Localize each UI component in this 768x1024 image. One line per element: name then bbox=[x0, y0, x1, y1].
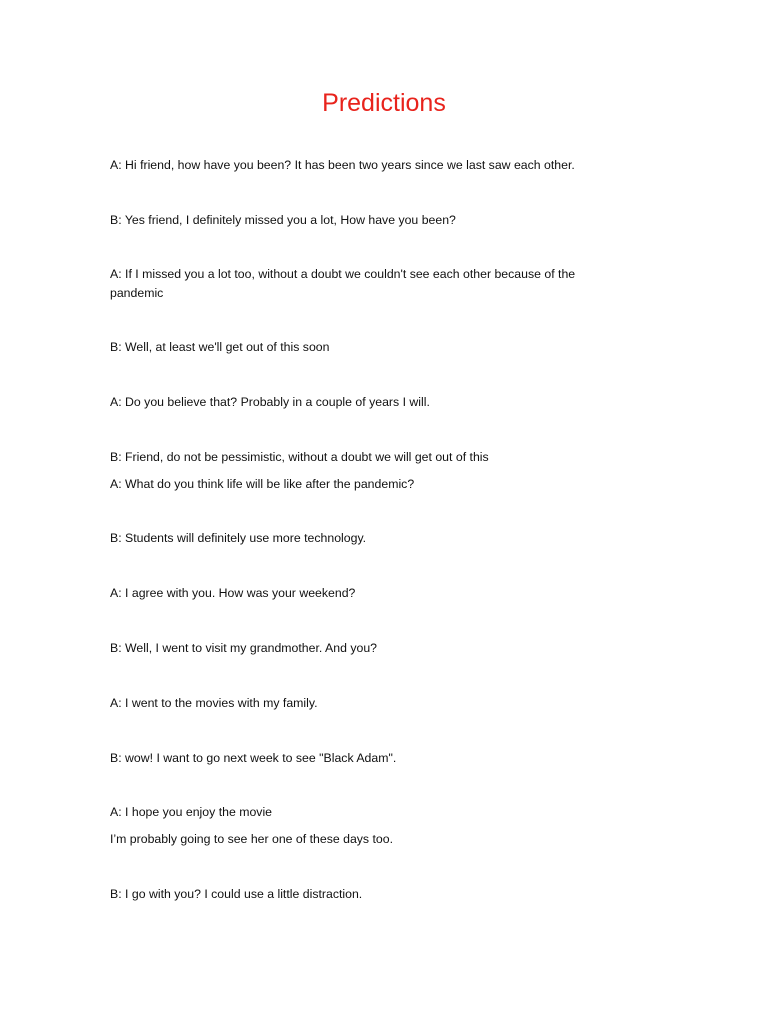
dialogue-line: I’m probably going to see her one of these days too. bbox=[110, 832, 394, 846]
dialogue-line: A: Do you believe that? Probably in a couple of years I will. bbox=[110, 395, 430, 409]
dialogue-line: A: I agree with you. How was your weekend? bbox=[110, 586, 356, 600]
dialogue-line: B: wow! I want to go next week to see "Black Adam". bbox=[110, 751, 397, 765]
dialogue-line: B: Yes friend, I definitely missed you a lot, How have you been? bbox=[110, 213, 456, 227]
dialogue-line: A: Hi friend, how have you been? It has been two years since we last saw each other. bbox=[110, 158, 575, 172]
dialogue-line: B: Well, I went to visit my grandmother. And you? bbox=[110, 641, 378, 655]
dialogue-line: A: I went to the movies with my family. bbox=[110, 696, 318, 710]
dialogue-line: B: Well, at least we'll get out of this soon bbox=[110, 340, 330, 354]
dialogue-line: B: Friend, do not be pessimistic, without a doubt we will get out of this bbox=[110, 450, 489, 464]
dialogue-line: B: I go with you? I could use a little distraction. bbox=[110, 887, 363, 901]
dialogue-line: A: What do you think life will be like after the pandemic? bbox=[110, 477, 415, 491]
dialogue-line: A: If I missed you a lot too, without a doubt we couldn't see each other because of the pandemic bbox=[110, 267, 576, 300]
document-title: Predictions bbox=[322, 89, 446, 117]
dialogue-line: A: I hope you enjoy the movie bbox=[110, 805, 273, 819]
dialogue-line: B: Students will definitely use more technology. bbox=[110, 531, 367, 545]
